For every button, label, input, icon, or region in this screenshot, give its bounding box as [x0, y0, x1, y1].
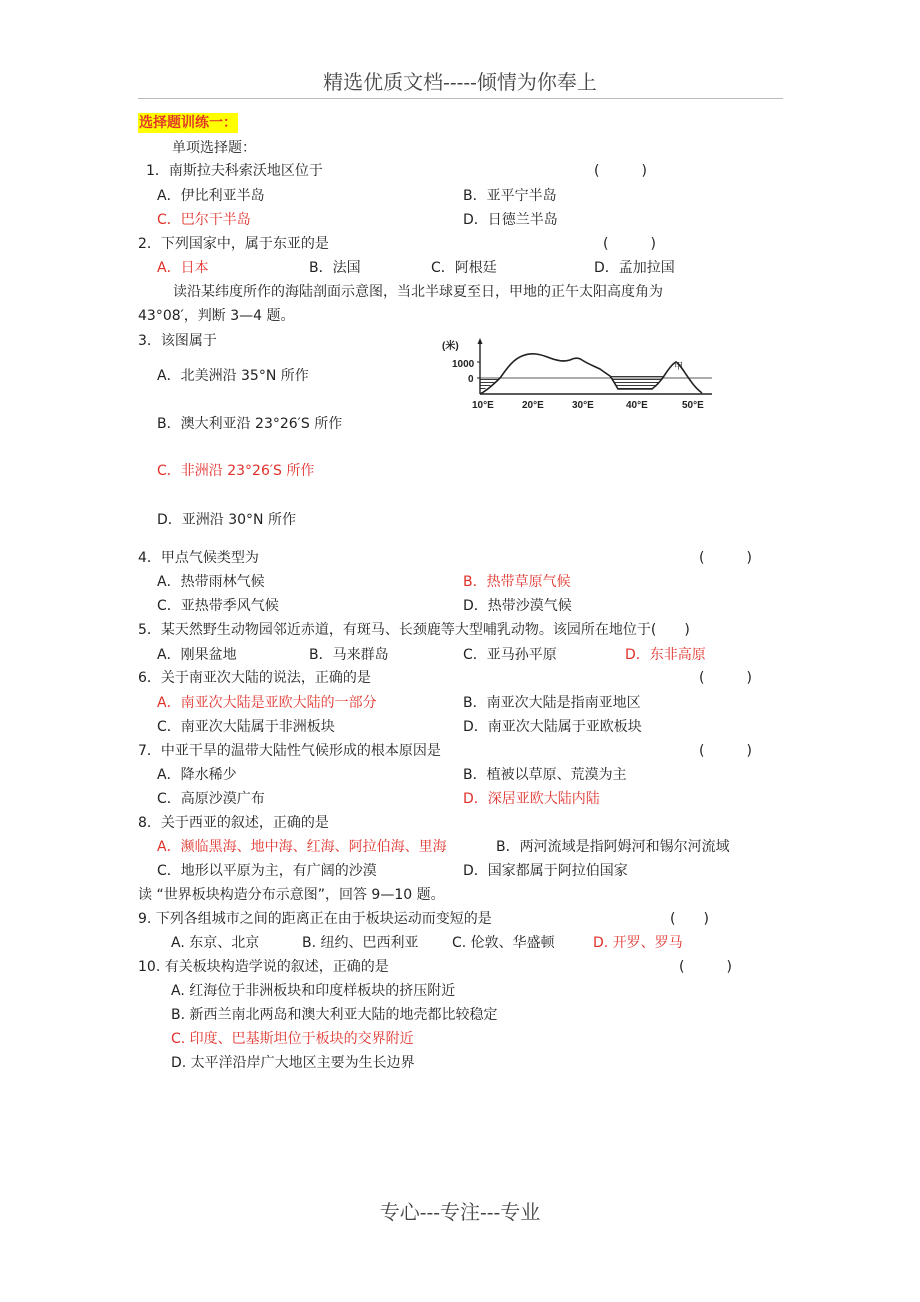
- q8-option-d: D．国家都属于阿拉伯国家: [463, 863, 628, 879]
- q3-option-b: B．澳大利亚沿 23°26′S 所作: [157, 416, 343, 432]
- q10-option-b: B. 新西兰南北两岛和澳大利亚大陆的地壳都比较稳定: [171, 1007, 498, 1023]
- q7-option-a: A．降水稀少: [157, 767, 237, 783]
- q10-stem: 10. 有关板块构造学说的叙述，正确的是: [138, 959, 389, 975]
- q4-option-b: B．热带草原气候: [463, 574, 571, 590]
- x-tick-20E: 20°E: [522, 400, 544, 411]
- q3-option-c: C．非洲沿 23°26′S 所作: [157, 463, 315, 479]
- terrain-line: [480, 354, 702, 394]
- q4-option-d: D．热带沙漠气候: [463, 598, 572, 614]
- q1-stem: 1．南斯拉夫科索沃地区位于: [146, 163, 323, 179]
- q5-option-d: D．东非高原: [625, 647, 706, 663]
- q2-answer-paren: ( ): [603, 236, 656, 252]
- header-divider: [138, 98, 783, 99]
- q1-option-b: B．亚平宁半岛: [463, 188, 557, 204]
- q3-option-a: A．北美洲沿 35°N 所作: [157, 368, 309, 384]
- q3-stem: 3．该图属于: [138, 333, 217, 349]
- y-tick-1000: 1000: [452, 359, 475, 370]
- q8-option-c: C．地形以平原为主，有广阔的沙漠: [157, 863, 377, 879]
- intro-3-4-line1: 读沿某纬度所作的海陆剖面示意图，当北半球夏至日，甲地的正午太阳高度角为: [173, 284, 663, 300]
- subsection-title: 单项选择题：: [172, 140, 256, 156]
- q9-answer-paren: ( ): [670, 911, 709, 927]
- q3-option-d: D．亚洲沿 30°N 所作: [157, 512, 296, 528]
- q5-stem: 5．某天然野生动物园邻近赤道，有斑马、长颈鹿等大型哺乳动物。该园所在地位于( ): [138, 622, 690, 638]
- q6-option-d: D．南亚次大陆属于亚欧板块: [463, 719, 642, 735]
- q6-option-b: B．南亚次大陆是指南亚地区: [463, 695, 641, 711]
- q7-stem: 7．中亚干旱的温带大陆性气候形成的根本原因是: [138, 743, 441, 759]
- q4-option-c: C．亚热带季风气候: [157, 598, 279, 614]
- q8-stem: 8．关于西亚的叙述，正确的是: [138, 815, 329, 831]
- q10-option-a: A. 红海位于非洲板块和印度样板块的挤压附近: [171, 983, 456, 999]
- intro-3-4-line2: 43°08′，判断 3—4 题。: [138, 308, 295, 324]
- x-tick-30E: 30°E: [572, 400, 594, 411]
- q2-option-d: D．孟加拉国: [594, 260, 675, 276]
- point-jia-label: 甲: [674, 362, 684, 372]
- q6-answer-paren: ( ): [699, 670, 752, 686]
- y-axis-unit: (米): [442, 341, 459, 352]
- q6-option-a: A．南亚次大陆是亚欧大陆的一部分: [157, 695, 377, 711]
- q1-option-a: A．伊比利亚半岛: [157, 188, 265, 204]
- q7-option-d: D．深居亚欧大陆内陆: [463, 791, 600, 807]
- page-header: 精选优质文档-----倾情为你奉上: [323, 70, 597, 94]
- page-footer: 专心---专注---专业: [379, 1200, 541, 1224]
- q8-option-b: B．两河流域是指阿姆河和锡尔河流域: [496, 839, 730, 855]
- q9-stem: 9. 下列各组城市之间的距离正在由于板块运动而变短的是: [138, 911, 492, 927]
- x-tick-40E: 40°E: [626, 400, 648, 411]
- q7-option-c: C．高原沙漠广布: [157, 791, 265, 807]
- q4-stem: 4．甲点气候类型为: [138, 550, 259, 566]
- q5-option-b: B．马来群岛: [309, 647, 389, 663]
- q9-option-d: D. 开罗、罗马: [593, 935, 683, 951]
- q6-stem: 6．关于南亚次大陆的说法，正确的是: [138, 670, 371, 686]
- q9-option-c: C. 伦敦、华盛顿: [452, 935, 555, 951]
- q4-option-a: A．热带雨林气候: [157, 574, 265, 590]
- q9-option-b: B. 纽约、巴西利亚: [302, 935, 419, 951]
- q6-option-c: C．南亚次大陆属于非洲板块: [157, 719, 335, 735]
- q4-answer-paren: ( ): [699, 550, 752, 566]
- q10-answer-paren: ( ): [679, 959, 732, 975]
- q5-option-c: C．亚马孙平原: [463, 647, 557, 663]
- q1-option-c: C．巴尔干半岛: [157, 212, 251, 228]
- q10-option-c: C. 印度、巴基斯坦位于板块的交界附近: [171, 1031, 414, 1047]
- q2-stem: 2．下列国家中，属于东亚的是: [138, 236, 329, 252]
- land-sea-profile-diagram: [442, 336, 716, 412]
- x-tick-50E: 50°E: [682, 400, 704, 411]
- x-tick-10E: 10°E: [472, 400, 494, 411]
- q1-answer-paren: ( ): [594, 163, 647, 179]
- q7-answer-paren: ( ): [699, 743, 752, 759]
- q8-option-a: A．濒临黑海、地中海、红海、阿拉伯海、里海: [157, 839, 447, 855]
- section-title: 选择题训练一：: [139, 115, 237, 131]
- q2-option-a: A．日本: [157, 260, 209, 276]
- q5-option-a: A．刚果盆地: [157, 647, 237, 663]
- intro-9-10: 读 “世界板块构造分布示意图”，回答 9—10 题。: [138, 887, 445, 903]
- q2-option-b: B．法国: [309, 260, 361, 276]
- q1-option-d: D．日德兰半岛: [463, 212, 558, 228]
- y-tick-0: 0: [468, 374, 474, 385]
- q7-option-b: B．植被以草原、荒漠为主: [463, 767, 627, 783]
- q9-option-a: A. 东京、北京: [171, 935, 260, 951]
- q10-option-d: D. 太平洋沿岸广大地区主要为生长边界: [171, 1055, 415, 1071]
- q2-option-c: C．阿根廷: [431, 260, 497, 276]
